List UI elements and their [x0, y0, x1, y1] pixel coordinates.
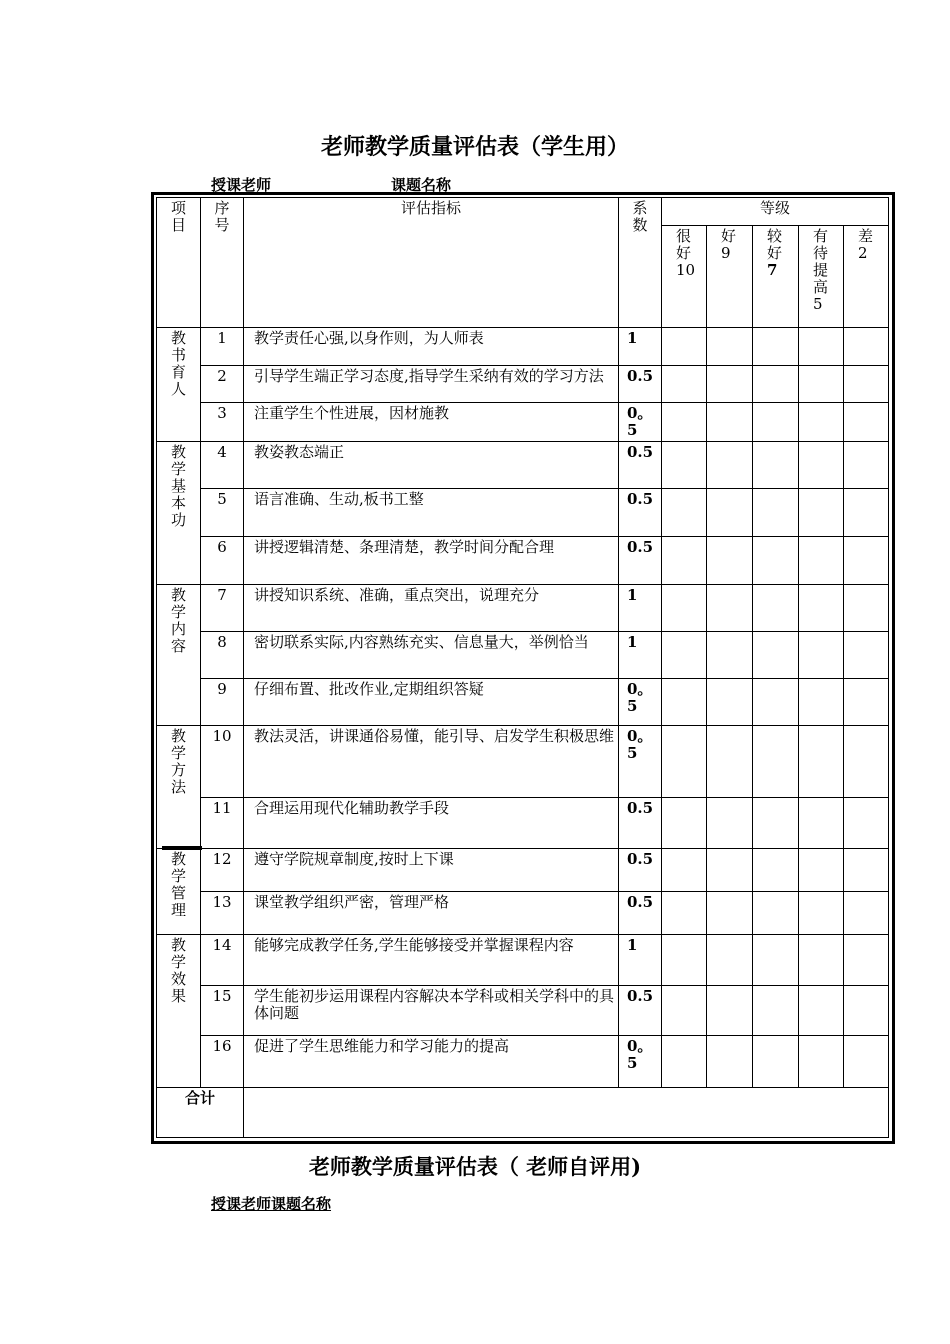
grade-input-cell[interactable] — [662, 366, 707, 403]
table-row — [157, 986, 889, 1036]
header-grade: 等级 — [662, 198, 889, 226]
grade-input-cell[interactable] — [707, 726, 753, 798]
grade-header — [662, 226, 707, 328]
grade-input-cell[interactable] — [799, 366, 844, 403]
criteria-cell: 课堂教学组织严密，管理严格 — [244, 892, 619, 935]
table-row — [157, 489, 889, 537]
page-title: 老师教学质量评估表（学生用） — [320, 134, 629, 160]
grade-input-cell[interactable] — [753, 489, 799, 537]
grade-header — [753, 226, 799, 328]
header-item — [157, 198, 201, 328]
grade-input-cell[interactable] — [662, 442, 707, 489]
grade-name: 较好 — [767, 227, 783, 262]
grade-input-cell[interactable] — [753, 679, 799, 726]
coef-cell: 0.5 — [619, 849, 662, 892]
grade-input-cell[interactable] — [844, 726, 889, 798]
total-row — [157, 1088, 889, 1138]
grade-input-cell[interactable] — [753, 798, 799, 849]
seq-cell: 11 — [201, 798, 244, 849]
table-row — [157, 632, 889, 679]
coef-cell: 0。5 — [619, 1036, 662, 1088]
grade-input-cell[interactable] — [753, 986, 799, 1036]
grade-input-cell[interactable] — [753, 726, 799, 798]
table-row — [157, 798, 889, 849]
criteria-cell: 注重学生个性进展，因材施教 — [244, 403, 619, 442]
grade-input-cell[interactable] — [707, 632, 753, 679]
header-item-text: 项目 — [171, 199, 187, 234]
coef-cell: 0.5 — [619, 489, 662, 537]
seq-cell: 16 — [201, 1036, 244, 1088]
grade-input-cell[interactable] — [799, 679, 844, 726]
grade-score: 10 — [676, 261, 696, 279]
table-row — [157, 849, 889, 892]
grade-input-cell[interactable] — [753, 632, 799, 679]
grade-input-cell[interactable] — [844, 403, 889, 442]
grade-input-cell[interactable] — [799, 986, 844, 1036]
grade-input-cell[interactable] — [707, 679, 753, 726]
grade-input-cell[interactable] — [753, 849, 799, 892]
grade-input-cell[interactable] — [799, 632, 844, 679]
grade-input-cell[interactable] — [662, 986, 707, 1036]
seq-cell: 15 — [201, 986, 244, 1036]
grade-input-cell[interactable] — [844, 585, 889, 632]
grade-input-cell[interactable] — [662, 489, 707, 537]
criteria-cell: 讲授知识系统、准确，重点突出，说理充分 — [244, 585, 619, 632]
grade-input-cell[interactable] — [707, 489, 753, 537]
table-row — [157, 366, 889, 403]
criteria-cell: 引导学生端正学习态度,指导学生采纳有效的学习方法 — [244, 366, 619, 403]
grade-input-cell[interactable] — [844, 986, 889, 1036]
total-label: 合计 — [157, 1088, 244, 1138]
table-row — [157, 892, 889, 935]
grade-input-cell[interactable] — [707, 442, 753, 489]
grade-header — [844, 226, 889, 328]
coef-cell: 1 — [619, 585, 662, 632]
grade-input-cell[interactable] — [844, 679, 889, 726]
grade-input-cell[interactable] — [707, 328, 753, 366]
seq-cell: 13 — [201, 892, 244, 935]
grade-input-cell[interactable] — [707, 537, 753, 585]
coef-cell: 0.5 — [619, 892, 662, 935]
grade-input-cell[interactable] — [662, 1036, 707, 1088]
grade-input-cell[interactable] — [753, 1036, 799, 1088]
table-row — [157, 935, 889, 986]
grade-input-cell[interactable] — [799, 585, 844, 632]
seq-cell: 1 — [201, 328, 244, 366]
coef-cell: 0.5 — [619, 986, 662, 1036]
coef-cell: 0.5 — [619, 537, 662, 585]
grade-input-cell[interactable] — [662, 328, 707, 366]
table-row — [157, 328, 889, 366]
grade-input-cell[interactable] — [707, 986, 753, 1036]
grade-input-cell[interactable] — [662, 585, 707, 632]
group-name — [157, 849, 201, 935]
grade-input-cell[interactable] — [844, 849, 889, 892]
coef-cell: 0。5 — [619, 726, 662, 798]
seq-cell: 12 — [201, 849, 244, 892]
group-name-text: 教学管理 — [171, 850, 187, 919]
criteria-cell: 讲授逻辑清楚、条理清楚，教学时间分配合理 — [244, 537, 619, 585]
total-value-cell[interactable] — [244, 1088, 889, 1138]
seq-cell: 9 — [201, 679, 244, 726]
grade-input-cell[interactable] — [799, 442, 844, 489]
table-row — [157, 1036, 889, 1088]
grade-input-cell[interactable] — [844, 798, 889, 849]
grade-input-cell[interactable] — [662, 892, 707, 935]
coef-cell: 0.5 — [619, 798, 662, 849]
seq-cell: 7 — [201, 585, 244, 632]
teacher-label: 授课老师 — [211, 176, 272, 194]
grade-input-cell[interactable] — [707, 935, 753, 986]
grade-input-cell[interactable] — [799, 1036, 844, 1088]
grade-input-cell[interactable] — [753, 585, 799, 632]
group-name-text: 教学方法 — [171, 727, 187, 796]
grade-input-cell[interactable] — [662, 679, 707, 726]
grade-input-cell[interactable] — [707, 849, 753, 892]
page-title-2: 老师教学质量评估表（ 老师自评用) — [308, 1154, 642, 1179]
criteria-cell: 教法灵活，讲课通俗易懂，能引导、启发学生积极思维 — [244, 726, 619, 798]
grade-input-cell[interactable] — [753, 442, 799, 489]
seq-cell: 5 — [201, 489, 244, 537]
grade-input-cell[interactable] — [707, 403, 753, 442]
grade-score: 7 — [767, 261, 778, 279]
group-name-text: 教书育人 — [171, 329, 187, 398]
coef-cell: 1 — [619, 328, 662, 366]
grade-header — [707, 226, 753, 328]
seq-cell: 6 — [201, 537, 244, 585]
grade-input-cell[interactable] — [844, 537, 889, 585]
table-row — [157, 442, 889, 489]
header-coef-text: 系数 — [632, 199, 648, 234]
criteria-cell: 仔细布置、批改作业,定期组织答疑 — [244, 679, 619, 726]
grade-input-cell[interactable] — [753, 328, 799, 366]
header-seq-text: 序号 — [214, 199, 230, 234]
grade-input-cell[interactable] — [707, 798, 753, 849]
coef-cell: 0.5 — [619, 366, 662, 403]
criteria-cell: 遵守学院规章制度,按时上下课 — [244, 849, 619, 892]
grade-input-cell[interactable] — [753, 892, 799, 935]
grade-input-cell[interactable] — [799, 489, 844, 537]
grade-input-cell[interactable] — [844, 632, 889, 679]
grade-input-cell[interactable] — [662, 726, 707, 798]
seq-cell: 14 — [201, 935, 244, 986]
grade-input-cell[interactable] — [799, 798, 844, 849]
grade-input-cell[interactable] — [662, 537, 707, 585]
criteria-cell: 合理运用现代化辅助教学手段 — [244, 798, 619, 849]
header-seq — [201, 198, 244, 328]
grade-input-cell[interactable] — [844, 1036, 889, 1088]
course-label: 课题名称 — [391, 176, 452, 194]
coef-cell: 0.5 — [619, 442, 662, 489]
seq-cell: 2 — [201, 366, 244, 403]
table-row — [157, 726, 889, 798]
criteria-cell: 教学责任心强,以身作则，为人师表 — [244, 328, 619, 366]
header-criteria: 评估指标 — [244, 198, 619, 328]
table-row — [157, 679, 889, 726]
criteria-cell: 学生能初步运用课程内容解决本学科或相关学科中的具体问题 — [244, 986, 619, 1036]
grade-input-cell[interactable] — [799, 537, 844, 585]
grade-input-cell[interactable] — [662, 798, 707, 849]
grade-input-cell[interactable] — [799, 328, 844, 366]
group-name — [157, 328, 201, 442]
grade-input-cell[interactable] — [753, 403, 799, 442]
grade-input-cell[interactable] — [707, 1036, 753, 1088]
grade-header — [799, 226, 844, 328]
group-name — [157, 935, 201, 1088]
criteria-cell: 促进了学生思维能力和学习能力的提高 — [244, 1036, 619, 1088]
grade-input-cell[interactable] — [799, 892, 844, 935]
grade-input-cell[interactable] — [662, 403, 707, 442]
criteria-cell: 能够完成教学任务,学生能够接受并掌握课程内容 — [244, 935, 619, 986]
group-name-text: 教学基本功 — [171, 443, 187, 529]
grade-input-cell[interactable] — [707, 366, 753, 403]
grade-score: 2 — [858, 244, 868, 262]
grade-score: 9 — [721, 244, 731, 262]
criteria-cell: 密切联系实际,内容熟练充实、信息量大，举例恰当 — [244, 632, 619, 679]
grade-input-cell[interactable] — [662, 935, 707, 986]
coef-cell: 0。5 — [619, 403, 662, 442]
table-row — [157, 403, 889, 442]
group-name — [157, 726, 201, 849]
grade-name: 好 — [721, 227, 737, 245]
grade-input-cell[interactable] — [753, 935, 799, 986]
grade-input-cell[interactable] — [662, 849, 707, 892]
grade-input-cell[interactable] — [844, 328, 889, 366]
grade-input-cell[interactable] — [753, 537, 799, 585]
group-name — [157, 442, 201, 585]
coef-cell: 1 — [619, 935, 662, 986]
criteria-cell: 教姿教态端正 — [244, 442, 619, 489]
grade-input-cell[interactable] — [844, 489, 889, 537]
seq-cell: 3 — [201, 403, 244, 442]
criteria-cell: 语言准确、生动,板书工整 — [244, 489, 619, 537]
seq-cell: 8 — [201, 632, 244, 679]
grade-input-cell[interactable] — [662, 632, 707, 679]
table-row — [157, 537, 889, 585]
grade-input-cell[interactable] — [799, 849, 844, 892]
seq-cell: 4 — [201, 442, 244, 489]
group-name — [157, 585, 201, 726]
grade-name: 很好 — [676, 227, 692, 262]
seq-cell: 10 — [201, 726, 244, 798]
group-name-text: 教学效果 — [171, 936, 187, 1005]
grade-input-cell[interactable] — [799, 726, 844, 798]
grade-input-cell[interactable] — [844, 366, 889, 403]
grade-name: 差 — [858, 227, 874, 245]
grade-input-cell[interactable] — [844, 892, 889, 935]
header-coef — [619, 198, 662, 328]
grade-input-cell[interactable] — [799, 403, 844, 442]
grade-input-cell[interactable] — [707, 585, 753, 632]
grade-input-cell[interactable] — [844, 442, 889, 489]
table-row — [157, 585, 889, 632]
grade-name: 有待提高 — [813, 227, 829, 296]
group-name-text: 教学内容 — [171, 586, 187, 655]
evaluation-table — [156, 197, 889, 1138]
grade-input-cell[interactable] — [799, 935, 844, 986]
teacher-course-label-2: 授课老师课题名称 — [211, 1195, 332, 1213]
grade-score: 5 — [813, 295, 823, 313]
coef-cell: 1 — [619, 632, 662, 679]
grade-input-cell[interactable] — [844, 935, 889, 986]
coef-cell: 0。5 — [619, 679, 662, 726]
grade-input-cell[interactable] — [707, 892, 753, 935]
grade-input-cell[interactable] — [753, 366, 799, 403]
